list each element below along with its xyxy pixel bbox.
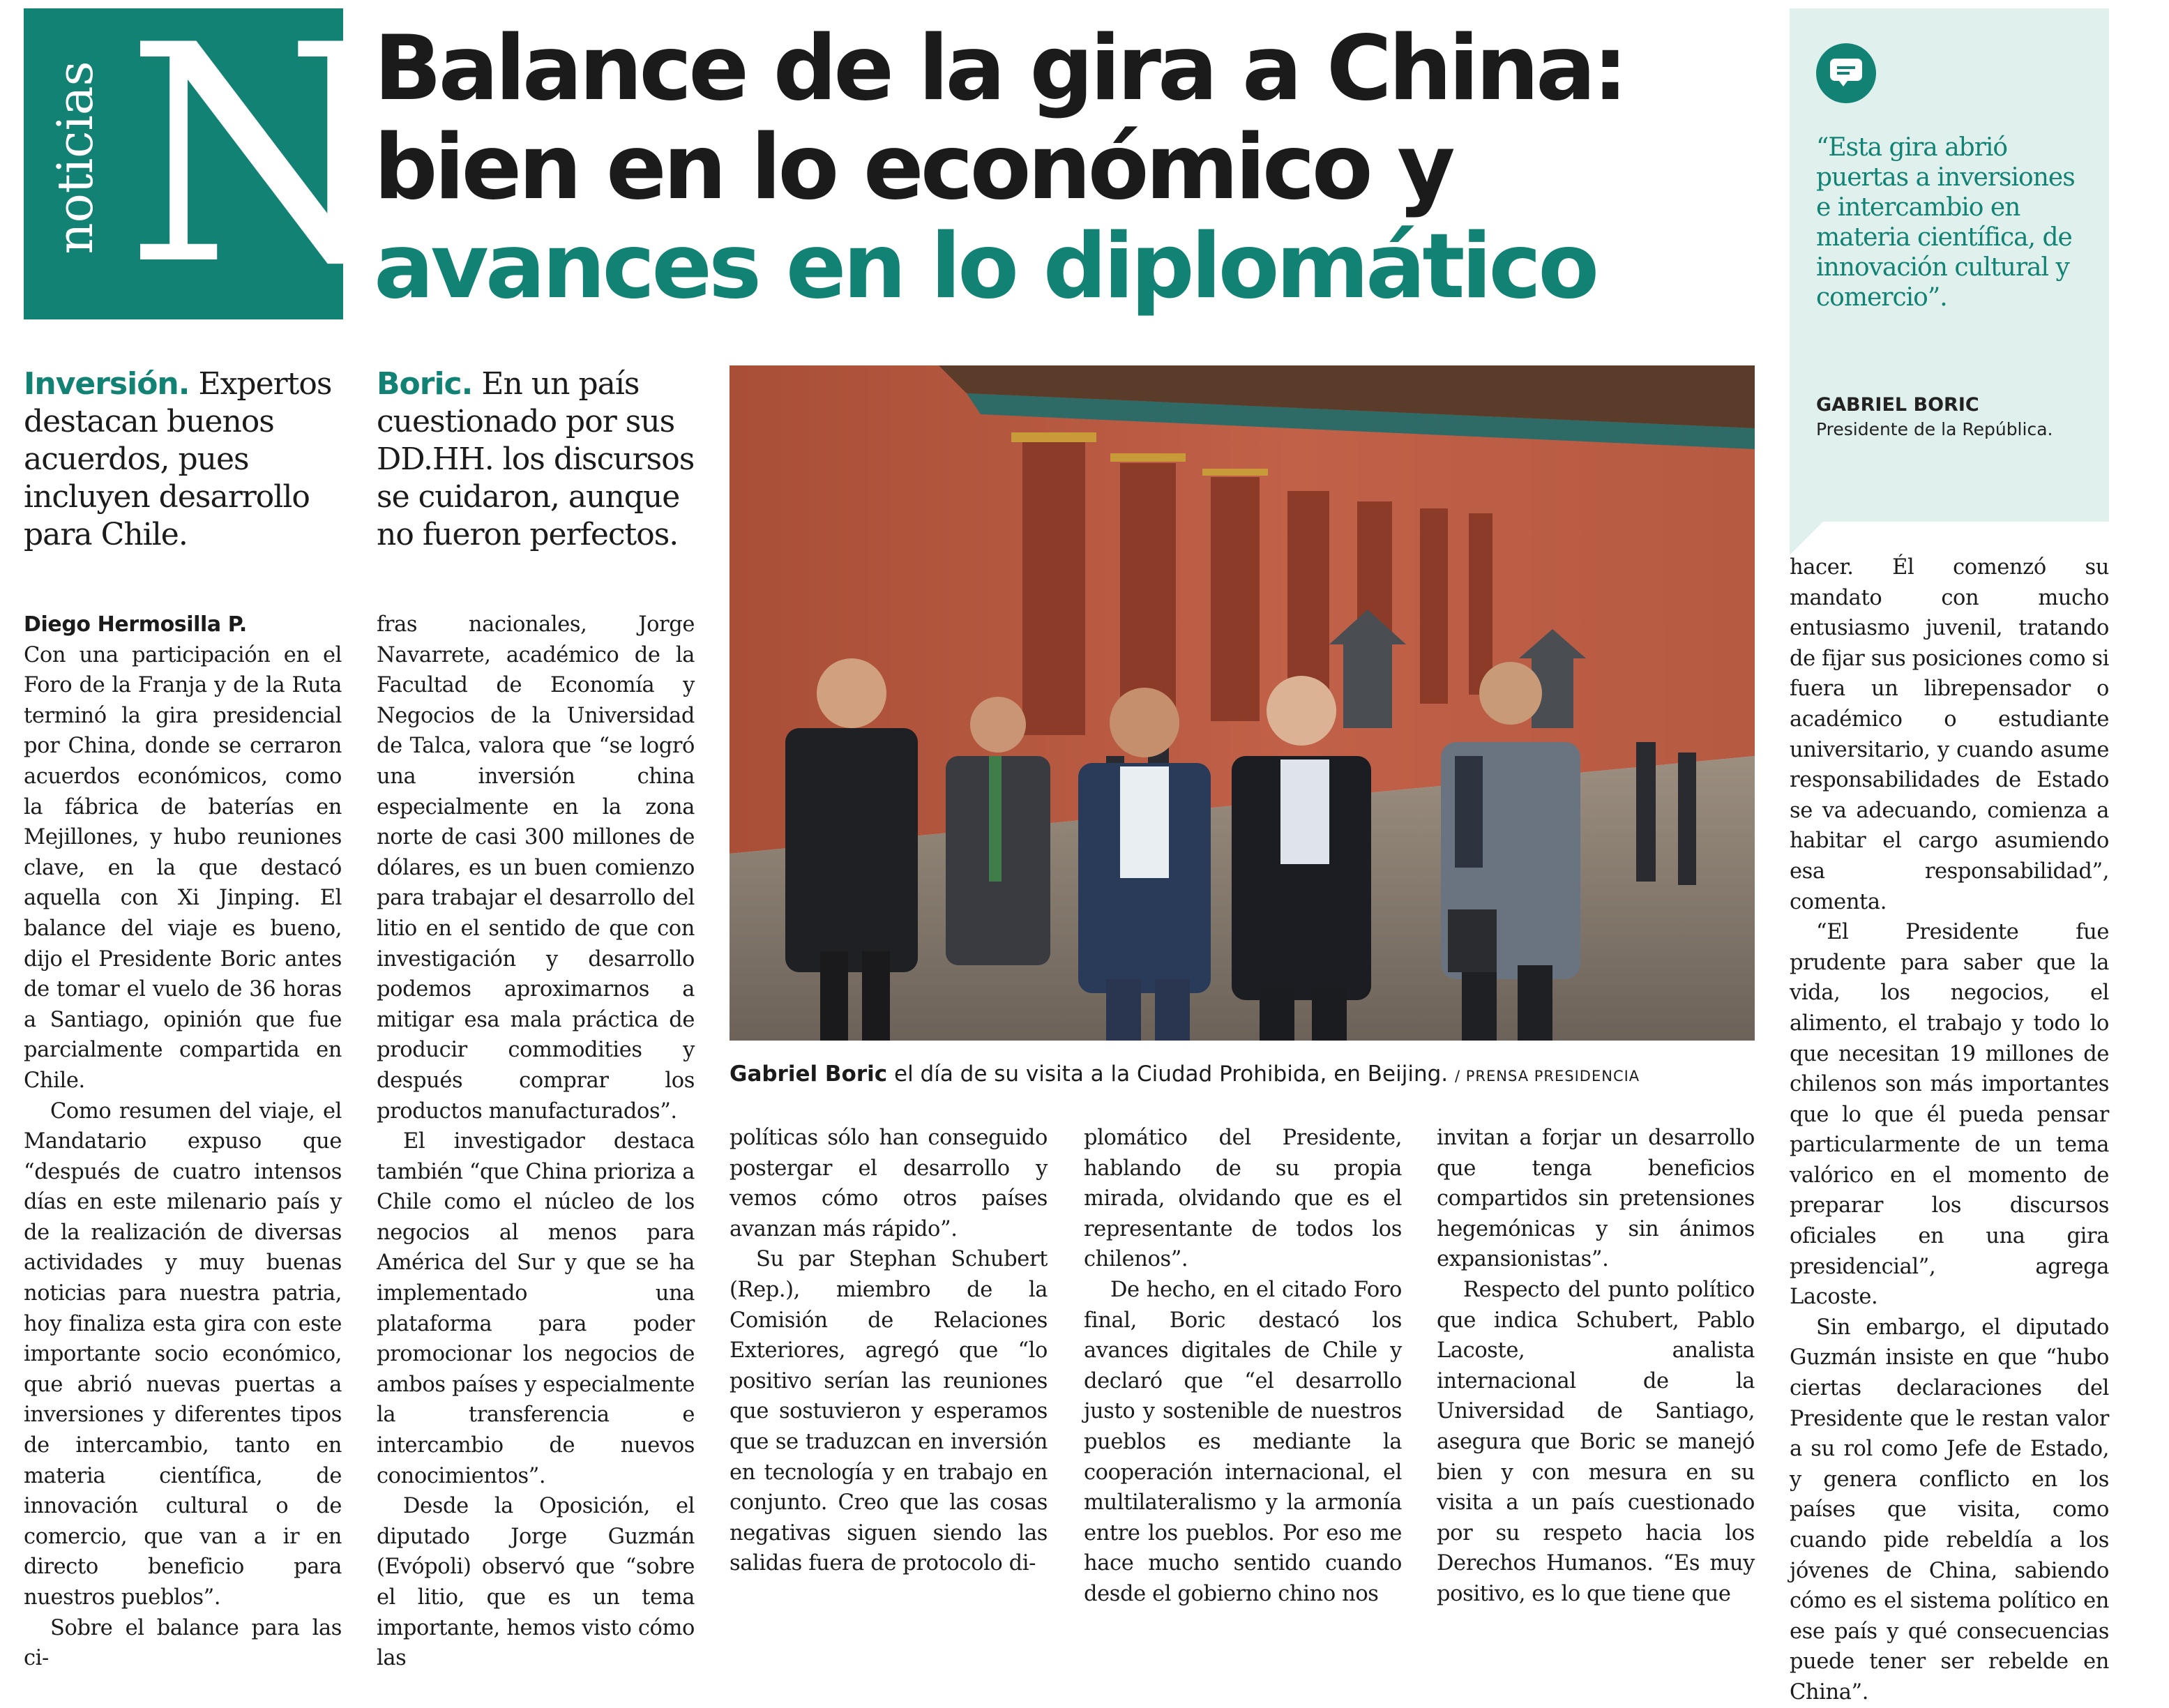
headline-line-1: Balance de la gira a China: bbox=[374, 17, 1625, 121]
paragraph: Sobre el balance para las ci- bbox=[24, 1615, 342, 1671]
photo-credit: / PRENSA PRESIDENCIA bbox=[1455, 1068, 1640, 1084]
deck-text: Expertos destacan buenos acuerdos, pues incluyen desarrollo para Chile. bbox=[24, 366, 332, 552]
article-photo bbox=[730, 365, 1755, 1041]
paragraph: Respecto del punto político que indica Schubert, Pablo Lacoste, analista internacional de la Universidad de Santiago, asegura que Boric se manejó bien y con mesura en su visita a un país cuestionado por su respeto hacia los Derechos Humanos. “Es muy positivo, es lo que tiene que bbox=[1437, 1277, 1755, 1606]
headline-line-3: avances en lo diplomático bbox=[374, 215, 1596, 319]
paragraph: “El Presidente fue prudente para saber que la vida, los negocios, el alimento, el trabajo y todo lo que necesitan 19 millones de chilenos son más importantes que lo que él pueda pensar particularmente de un tema valórico en el momento de preparar los discursos oficiales en una gira presidencial”, agrega Lacoste. bbox=[1790, 920, 2109, 1310]
deck-kicker: Inversión. bbox=[24, 366, 190, 402]
deck-inversion bbox=[24, 365, 346, 568]
pull-quote-box bbox=[1790, 8, 2109, 522]
pull-quote-corner bbox=[1790, 522, 1823, 555]
section-brand-box bbox=[24, 0, 388, 331]
article-column-6 bbox=[1790, 552, 2109, 1705]
byline: Diego Hermosilla P. bbox=[24, 612, 247, 637]
pull-quote-author: GABRIEL BORIC bbox=[1816, 394, 1979, 416]
article-column-5 bbox=[1437, 1123, 1755, 1606]
caption-name: Gabriel Boric bbox=[730, 1061, 888, 1087]
paragraph: plomático del Presidente, hablando de su propia mirada, olvidando que es el representante de todos los chilenos”. bbox=[1084, 1126, 1402, 1272]
deck-kicker: Boric. bbox=[377, 366, 473, 402]
article-column-1 bbox=[24, 610, 342, 1671]
headline bbox=[374, 17, 1776, 333]
paragraph: hacer. Él comenzó su mandato con mucho entusiasmo juvenil, tratando de fijar sus posiciones como si fuera un librepensador o académico o estudiante universitario, y cuando asume responsabilidades de Estado se va adecuando, comienza a habitar el cargo asumiendo esa responsabilidad”, comenta. bbox=[1790, 555, 2109, 914]
photo-caption bbox=[730, 1060, 1755, 1094]
paragraph: Con una participación en el Foro de la Franja y de la Ruta terminó la gira presidencial por China, donde se cerraron acuerdos económicos, como la fábrica de baterías en Mejillones, y hubo reuniones clave, en la que destacó aquella con Xi Jinping. El balance del viaje es bueno, dijo el Presidente Boric antes de tomar el vuelo de 36 horas a Santiago, opinión que fue parcialmente compartida en Chile. bbox=[24, 642, 342, 1093]
paragraph: Sin embargo, el diputado Guzmán insiste en que “hubo ciertas declaraciones del Presidente que le restan valor a su rol como Jefe de Estado, y genera conflicto en los países que visita, como cuando pide rebeldía a los jóvenes de China, sabiendo cómo es el sistema político en ese país y qué consecuencias puede tener ser rebelde en China”. bbox=[1790, 1315, 2109, 1705]
pull-quote-text: “Esta gira abrió puertas a inversiones e intercambio en materia científica, de innovación cultural y comercio”. bbox=[1816, 133, 2075, 312]
headline-line-2: bien en lo económico y bbox=[374, 116, 1452, 220]
section-label: noticias bbox=[47, 61, 104, 255]
speech-bubble-icon bbox=[1816, 43, 1876, 103]
paragraph: El investigador destaca también “que China prioriza a Chile como el núcleo de los negocios al menos para América del Sur y que se ha implementado una plataforma para poder promocionar los negocios de ambos países y especialmente la transferencia e intercambio de nuevos conocimientos”. bbox=[377, 1129, 695, 1488]
paragraph: fras nacionales, Jorge Navarrete, académico de la Facultad de Economía y Negocios de la Universidad de Talca, valora que “se logró una inversión china especialmente en la zona norte de casi 300 millones de dólares, es un buen comienzo para trabajar el desarrollo del litio en el sentido de que con investigación y desarrollo podemos aproximarnos a mitigar esa mala práctica de producir commodities y después comprar los productos manufacturados”. bbox=[377, 612, 695, 1124]
paragraph: políticas sólo han conseguido postergar el desarrollo y vemos cómo otros países avanzan más rápido”. bbox=[730, 1126, 1048, 1241]
caption-text: el día de su visita a la Ciudad Prohibida, en Beijing. bbox=[894, 1061, 1449, 1087]
paragraph: Como resumen del viaje, el Mandatario expuso que “después de cuatro intensos días en este milenario país y de la realización de diversas actividades y muy buenas noticias para nuestra patria, hoy finaliza esta gira con este importante socio económico, que abrió nuevas puertas a inversiones y diferentes tipos de intercambio, tanto en materia científica, de innovación cultural o de comercio, que van a ir en directo beneficio para nuestros pueblos”. bbox=[24, 1098, 342, 1610]
article-column-2 bbox=[377, 610, 695, 1671]
paragraph: invitan a forjar un desarrollo que tenga beneficios compartidos sin pretensiones hegemónicas y sin ánimos expansionistas”. bbox=[1437, 1126, 1755, 1272]
deck-text: En un país cuestionado por sus DD.HH. los discursos se cuidaron, aunque no fueron perfectos. bbox=[377, 366, 695, 552]
paragraph: De hecho, en el citado Foro final, Boric destacó los avances digitales de Chile y declaró que “el desarrollo justo y sostenible de nuestros pueblos es mediante la cooperación internacional, el multilateralismo y la armonía entre los pueblos. Por eso me hace mucho sentido cuando desde el gobierno chino nos bbox=[1084, 1277, 1402, 1606]
pull-quote-role: Presidente de la República. bbox=[1816, 419, 2053, 439]
article-column-3 bbox=[730, 1123, 1048, 1593]
deck-boric bbox=[377, 365, 704, 568]
paragraph: Su par Stephan Schubert (Rep.), miembro de la Comisión de Relaciones Exteriores, agregó que “lo positivo serían las reuniones que sostuvieron y esperamos que se traduzcan en inversión en tecnología y en trabajo en conjunto. Creo que las cosas negativas siguen siendo las salidas fuera de protocolo di- bbox=[730, 1247, 1048, 1576]
section-letter: N bbox=[126, 0, 388, 331]
article-column-4 bbox=[1084, 1123, 1402, 1606]
paragraph: Desde la Oposición, el diputado Jorge Guzmán (Evópoli) observó que “sobre el litio, que es un tema importante, hemos visto cómo las bbox=[377, 1494, 695, 1671]
